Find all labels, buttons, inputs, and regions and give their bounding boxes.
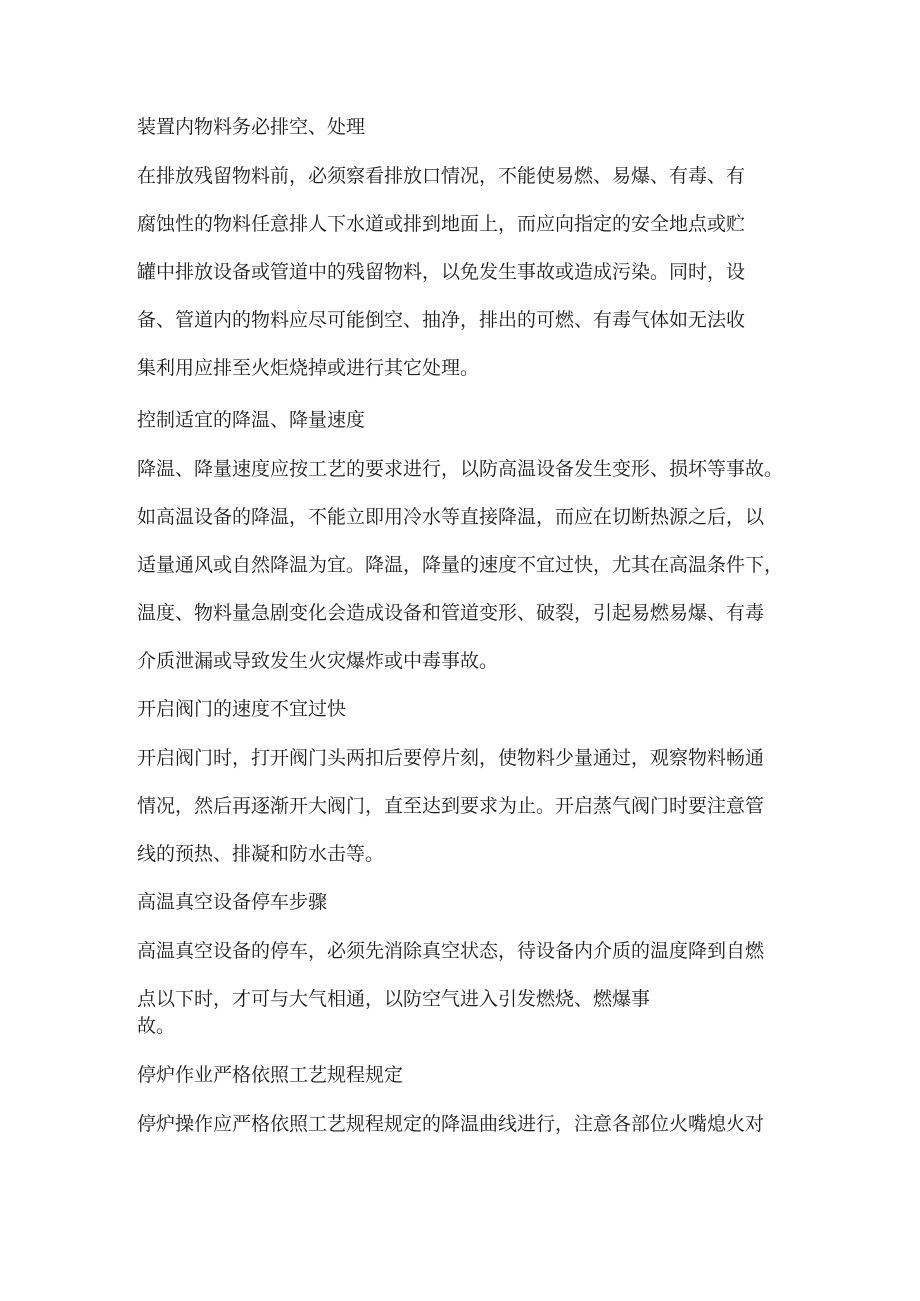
section-valve-opening — [137, 694, 764, 878]
section-heading: 控制适宜的降温、降量速度 — [137, 409, 366, 431]
section-cooling-rate — [137, 405, 783, 685]
paragraph-line: 腐蚀性的物料任意排人下水道或排到地面上，而应向指定的安全地点或贮 — [137, 213, 746, 235]
paragraph-line: 开启阀门时，打开阀门头两扣后要停片刻，使物料少量通过，观察物料畅通 — [137, 747, 765, 769]
paragraph-line: 介质泄漏或导致发生火灾爆炸或中毒事故。 — [137, 650, 499, 672]
paragraph-line: 集利用应排至火炬烧掉或进行其它处理。 — [137, 357, 480, 379]
section-paragraph — [137, 927, 764, 1041]
paragraph-line: 备、管道内的物料应尽可能倒空、抽净，排出的可燃、有毒气体如无法收 — [137, 309, 746, 331]
paragraph-line: 罐中排放设备或管道中的残留物料，以免发生事故或造成污染。同时，设 — [137, 261, 746, 283]
section-drain-materials — [137, 112, 745, 392]
section-paragraph — [137, 734, 764, 878]
paragraph-line: 适量通风或自然降温为宜。降温，降量的速度不宜过快，尤其在高温条件下， — [137, 554, 784, 576]
paragraph-line: 停炉操作应严格依照工艺规程规定的降温曲线进行，注意各部位火嘴熄火对 — [137, 1113, 765, 1135]
section-vacuum-shutdown — [137, 887, 764, 1041]
paragraph-line: 高温真空设备的停车，必须先消除真空状态，待设备内介质的温度降到自燃 — [137, 940, 765, 962]
section-heading: 高温真空设备停车步骤 — [137, 891, 328, 913]
paragraph-line: 在排放残留物料前，必须察看排放口情况，不能使易燃、易爆、有毒、有 — [137, 165, 746, 187]
section-paragraph — [137, 445, 783, 685]
section-paragraph — [137, 152, 745, 392]
paragraph-line: 情况，然后再逐渐开大阀门，直至达到要求为止。开启蒸气阀门时要注意管 — [137, 795, 765, 817]
section-furnace-shutdown — [137, 1060, 764, 1148]
section-heading: 开启阀门的速度不宜过快 — [137, 698, 347, 720]
paragraph-line: 故。 — [137, 1015, 176, 1037]
paragraph-line: 温度、物料量急剧变化会造成设备和管道变形、破裂，引起易燃易爆、有毒 — [137, 602, 765, 624]
section-heading: 装置内物料务必排空、处理 — [137, 116, 366, 138]
paragraph-line: 线的预热、排凝和防水击等。 — [137, 843, 385, 865]
paragraph-line: 降温、降量速度应按工艺的要求进行，以防高温设备发生变形、损坏等事故。 — [137, 458, 784, 480]
section-heading: 停炉作业严格依照工艺规程规定 — [137, 1064, 404, 1086]
paragraph-line: 如高温设备的降温，不能立即用冷水等直接降温，而应在切断热源之后，以 — [137, 506, 765, 528]
section-paragraph — [137, 1100, 764, 1148]
paragraph-line: 点以下时，才可与大气相通，以防空气进入引发燃烧、燃爆事 — [137, 988, 651, 1010]
